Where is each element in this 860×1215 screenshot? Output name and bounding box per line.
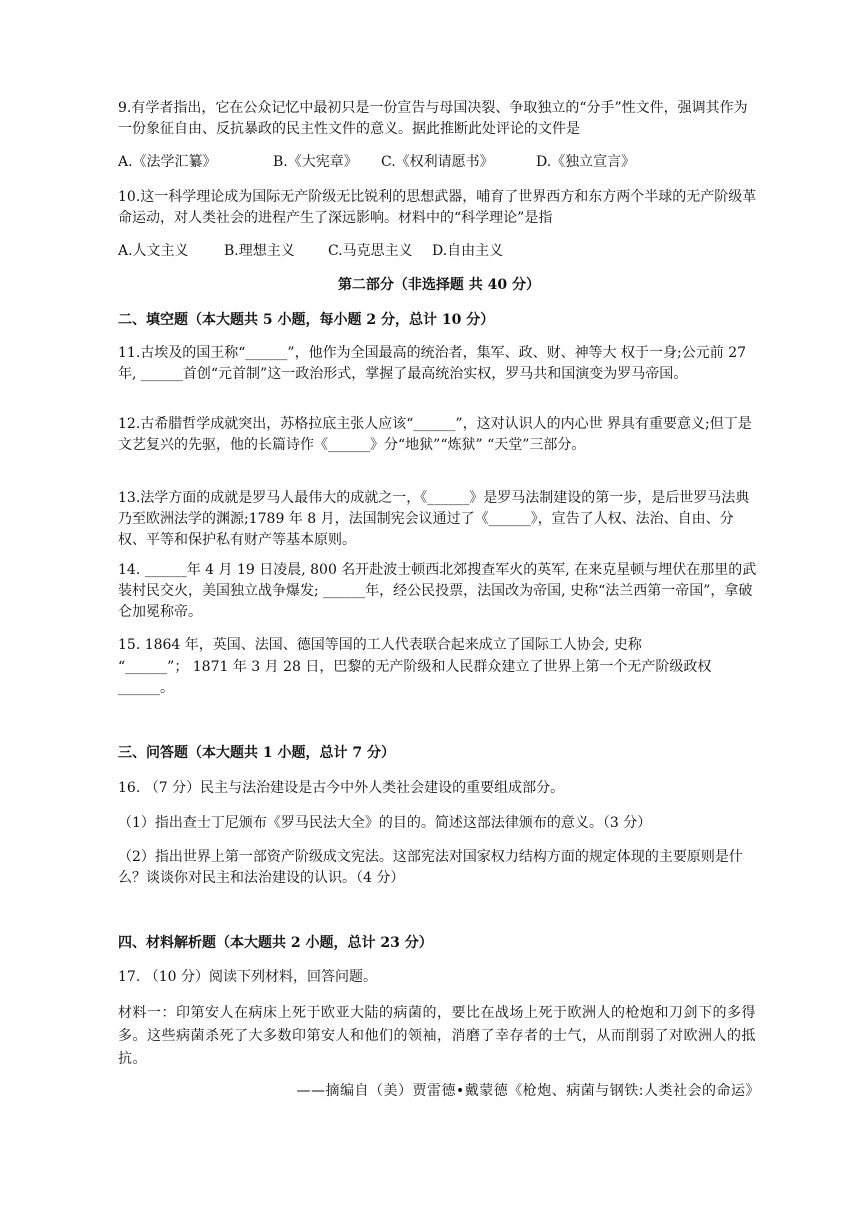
q10-option-c: C.马克思主义: [328, 243, 413, 259]
question-10-options: [118, 241, 503, 262]
material-1-text: 材料一：印第安人在病床上死于欧亚大陆的病菌的，要比在战场上死于欧洲人的枪炮和刀剑下的多得多。这些病菌杀死了大多数印第安人和他们的领袖，消磨了幸存者的士气，从而削弱了对欧洲人的抵抗。: [118, 1005, 756, 1067]
material-1-source: ——摘编自（美）贾雷德•戴蒙德《枪炮、病菌与钢铁:人类社会的命运》: [296, 1083, 760, 1099]
question-17-stem: 17. （10 分）阅读下列材料，回答问题。: [118, 969, 377, 985]
q10-option-d: D.自由主义: [432, 243, 504, 259]
q9-option-d: D.《独立宣言》: [536, 154, 636, 170]
q9-option-a: A.《法学汇纂》: [118, 154, 217, 170]
section-2-title: 二、填空题（本大题共 5 小题，每小题 2 分，总计 10 分）: [118, 312, 495, 328]
question-9-options: [118, 152, 635, 173]
question-14: 14. ______年 4 月 19 日凌晨, 800 名开赴波士顿西北郊搜查军火的英军, 在来克星顿与埋伏在那里的武装村民交火，美国独立战争爆发; ______年，经公民投票，法国改为帝国, 史称“法兰西第一帝国”，拿破仑加冕称帝。: [118, 562, 757, 620]
q10-option-b: B.理想主义: [224, 243, 295, 259]
question-16-part-1: （1）指出查士丁尼颁布《罗马民法大全》的目的。简述这部法律颁布的意义。（3 分）: [118, 815, 652, 831]
question-9-stem: 9.有学者指出，它在公众记忆中最初只是一份宣告与母国决裂、争取独立的“分手”性文件，强调其作为一份象征自由、反抗暴政的民主性文件的意义。据此推断此处评论的文件是: [118, 100, 748, 137]
question-11: 11.古埃及的国王称“______”，他作为全国最高的统治者，集军、政、财、神等大 权于一身;公元前 27 年, ______首创“元首制”这一政治形式，掌握了最高统治实权，罗马共和国演变为罗马帝国。: [118, 345, 747, 382]
section-3-title: 三、问答题（本大题共 1 小题，总计 7 分）: [118, 745, 395, 761]
question-13: 13.法学方面的成就是罗马人最伟大的成就之一，《______》是罗马法制建设的第一步，是后世罗马法典乃至欧洲法学的渊源;1789 年 8 月，法国制宪会议通过了《______》，宣告了人权、法治、自由、分权、平等和保护私有财产等基本原则。: [118, 490, 750, 548]
q10-option-a: A.人文主义: [118, 243, 189, 259]
question-15-line-1: 15. 1864 年，英国、法国、德国等国的工人代表联合起来成立了国际工人协会, 史称: [118, 637, 642, 653]
question-16-part-2: （2）指出世界上第一部资产阶级成文宪法。这部宪法对国家权力结构方面的规定体现的主要原则是什么？谈谈你对民主和法治建设的认识。（4 分）: [118, 849, 743, 886]
question-16-stem: 16. （7 分）民主与法治建设是古今中外人类社会建设的重要组成部分。: [118, 780, 565, 796]
q9-option-c: C.《权利请愿书》: [381, 154, 494, 170]
question-12: 12.古希腊哲学成就突出，苏格拉底主张人应该“______”，这对认识人的内心世 界具有重要意义;但丁是文艺复兴的先驱，他的长篇诗作《______》分“地狱”“炼狱” “天堂”三部分。: [118, 416, 752, 453]
question-15-line-2: “______”； 1871 年 3 月 28 日，巴黎的无产阶级和人民群众建立了世界上第一个无产阶级政权______。: [118, 659, 712, 696]
question-10-stem: 10.这一科学理论成为国际无产阶级无比锐利的思想武器，哺育了世界西方和东方两个半球的无产阶级革命运动，对人类社会的进程产生了深远影响。材料中的“科学理论”是指: [118, 189, 757, 226]
q9-option-b: B.《大宪章》: [273, 154, 358, 170]
section-4-title: 四、材料解析题（本大题共 2 小题，总计 23 分）: [118, 935, 433, 951]
part-2-title: 第二部分（非选择题 共 40 分）: [337, 277, 541, 293]
